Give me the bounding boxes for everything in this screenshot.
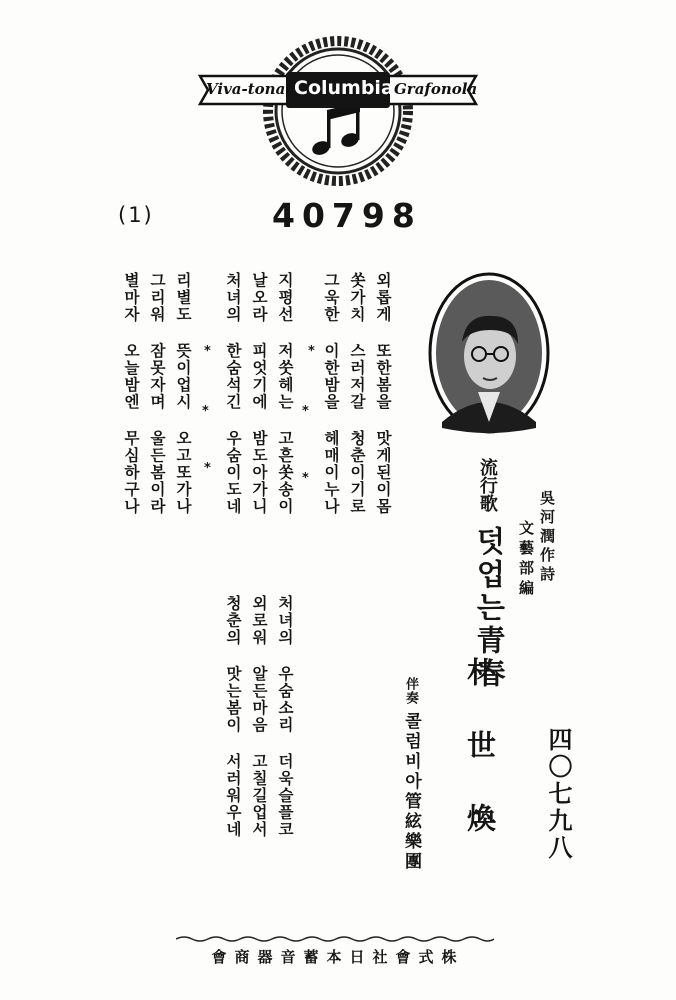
columbia-logo [198, 36, 478, 188]
singer-name: 朴世煥 [463, 657, 497, 876]
lyric-line: 외롭게 또한봄을 맛게된이몸 [374, 272, 392, 515]
logo-brand-text: Columbia [294, 77, 394, 99]
lyric-line: 별마자 오늘밤엔 무심하구나 [122, 272, 140, 515]
lyric-line: 외로워 알든마음 고칠길업서 [250, 595, 268, 838]
side-number: (1) [118, 203, 154, 227]
lyricist-credit: 吳河潤作詩 [538, 490, 556, 585]
accompaniment-label: 伴奏 [403, 677, 418, 705]
lyric-line: 날오라 피엇기에 밤도아가니 [250, 272, 268, 515]
verse-separator: * [204, 461, 211, 476]
lyric-line: 청춘의 맛는봄이 서러워우네 [224, 595, 242, 838]
columbia-emblem-icon [198, 36, 478, 188]
lyric-line: 처녀의 한숨석긴 우숨이도네 [224, 272, 242, 515]
band-name: 콜럼비아管絃樂團 [401, 712, 421, 872]
genre-label: 流行歌 [476, 458, 498, 512]
record-number: 40798 [272, 196, 422, 235]
lyric-line: 그리워 잠못자며 울든봄이라 [148, 272, 166, 515]
singer-portrait [428, 272, 550, 434]
lyric-line: 지평선 저쑷헤는 고흔쏫송이 [276, 272, 294, 515]
arranger-credit: 文藝部編 [517, 520, 535, 600]
verse-separator: * [204, 344, 211, 359]
lyric-line: 쏫가치 스러저갈 청춘이기로 [348, 272, 366, 515]
lyric-line: 처녀의 우숨소리 더욱슬플코 [276, 595, 294, 838]
verse-separator: * [302, 404, 309, 419]
verse-separator: * [308, 344, 315, 359]
verse-separator: * [202, 404, 209, 419]
logo-left-text: Viva-tonal [206, 80, 291, 98]
logo-right-text: Grafonola [394, 80, 478, 98]
portrait-image-icon [428, 272, 550, 434]
company-name: 會商器音蓄本日社會式株 [211, 948, 465, 966]
lyric-line: 그욱한 이한밤을 헤매이누나 [322, 272, 340, 515]
record-number-kanji: 四〇七九八 [544, 727, 573, 862]
song-title: 덧업는青春 [472, 526, 507, 691]
verse-separator: * [302, 471, 309, 486]
lyric-line: 리별도 뜻이업시 오고또가나 [174, 272, 192, 515]
footer-divider [176, 928, 494, 936]
